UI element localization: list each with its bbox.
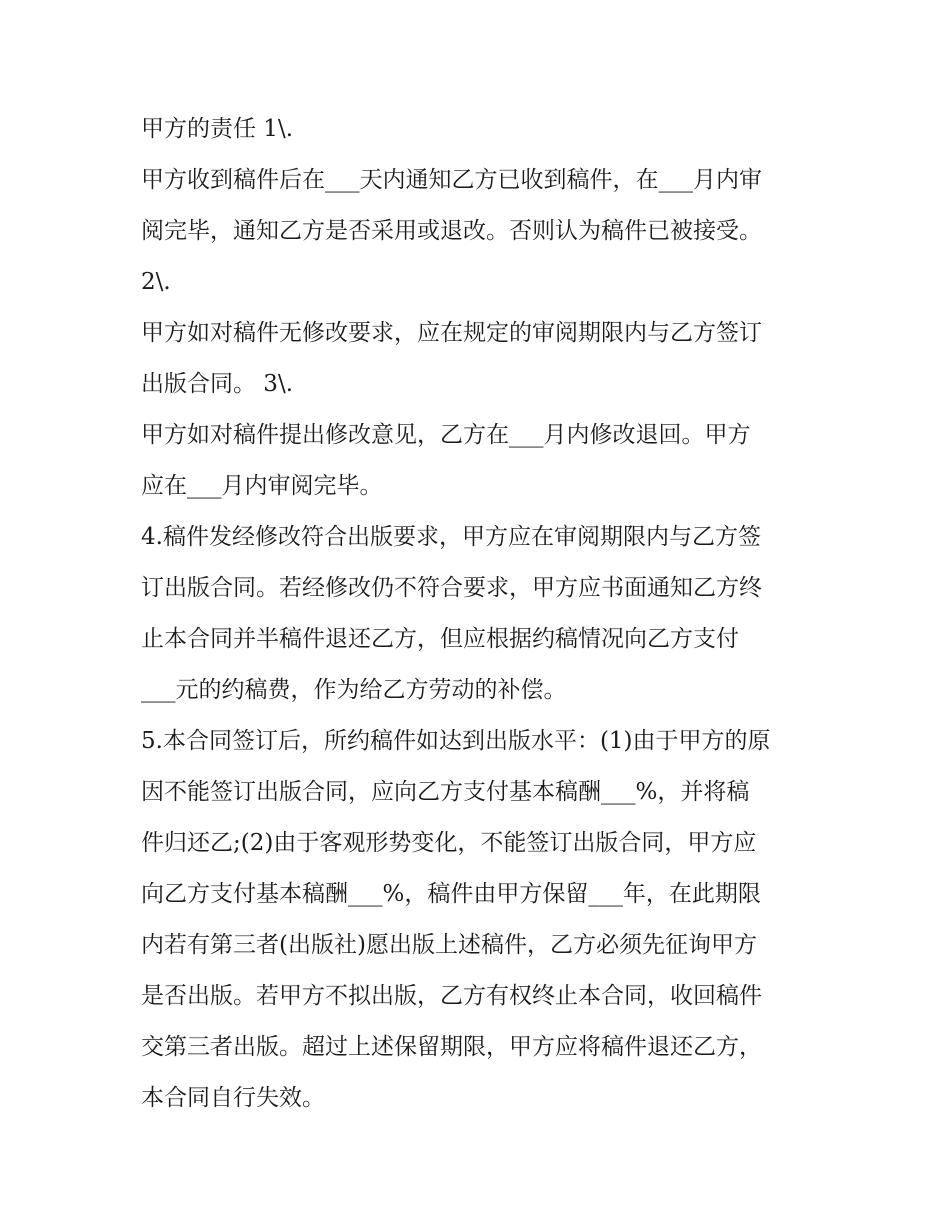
text-line: 阅完毕，通知乙方是否采用或退改。否则认为稿件已被接受。 [141, 218, 762, 244]
text-line: 4.稿件发经修改符合出版要求，甲方应在审阅期限内与乙方签 [141, 524, 761, 550]
text-line: 是否出版。若甲方不拟出版，乙方有权终止本合同，收回稿件 [141, 983, 762, 1009]
text-line: 因不能签订出版合同，应向乙方支付基本稿酬___%，并将稿 [141, 779, 750, 805]
text-line: 甲方的责任 1\. [141, 116, 294, 142]
text-line: 交第三者出版。超过上述保留期限，甲方应将稿件退还乙方， [141, 1034, 762, 1060]
text-line: 订出版合同。若经修改仍不符合要求，甲方应书面通知乙方终 [141, 575, 762, 601]
text-line: 止本合同并半稿件退还乙方，但应根据约稿情况向乙方支付 [141, 626, 739, 652]
text-line: 向乙方支付基本稿酬___%，稿件由甲方保留___年，在此期限 [141, 881, 761, 907]
text-line: 件归还乙;(2)由于客观形势变化，不能签订出版合同，甲方应 [141, 830, 757, 856]
text-line: 本合同自行失效。 [141, 1085, 325, 1111]
text-line: 甲方如对稿件提出修改意见，乙方在___月内修改退回。甲方 [141, 422, 751, 448]
text-line: 甲方如对稿件无修改要求，应在规定的审阅期限内与乙方签订 [141, 320, 762, 346]
text-line: 应在___月内审阅完毕。 [141, 473, 383, 499]
text-line: ___元的约稿费，作为给乙方劳动的补偿。 [141, 677, 567, 703]
text-line: 2\. [141, 269, 171, 295]
text-line: 出版合同。 3\. [141, 371, 294, 397]
contract-body [141, 104, 817, 1124]
text-line: 甲方收到稿件后在___天内通知乙方已收到稿件，在___月内审 [141, 167, 762, 193]
text-line: 5.本合同签订后，所约稿件如达到出版水平：(1)由于甲方的原 [141, 728, 771, 754]
text-line: 内若有第三者(出版社)愿出版上述稿件，乙方必须先征询甲方 [141, 932, 757, 958]
